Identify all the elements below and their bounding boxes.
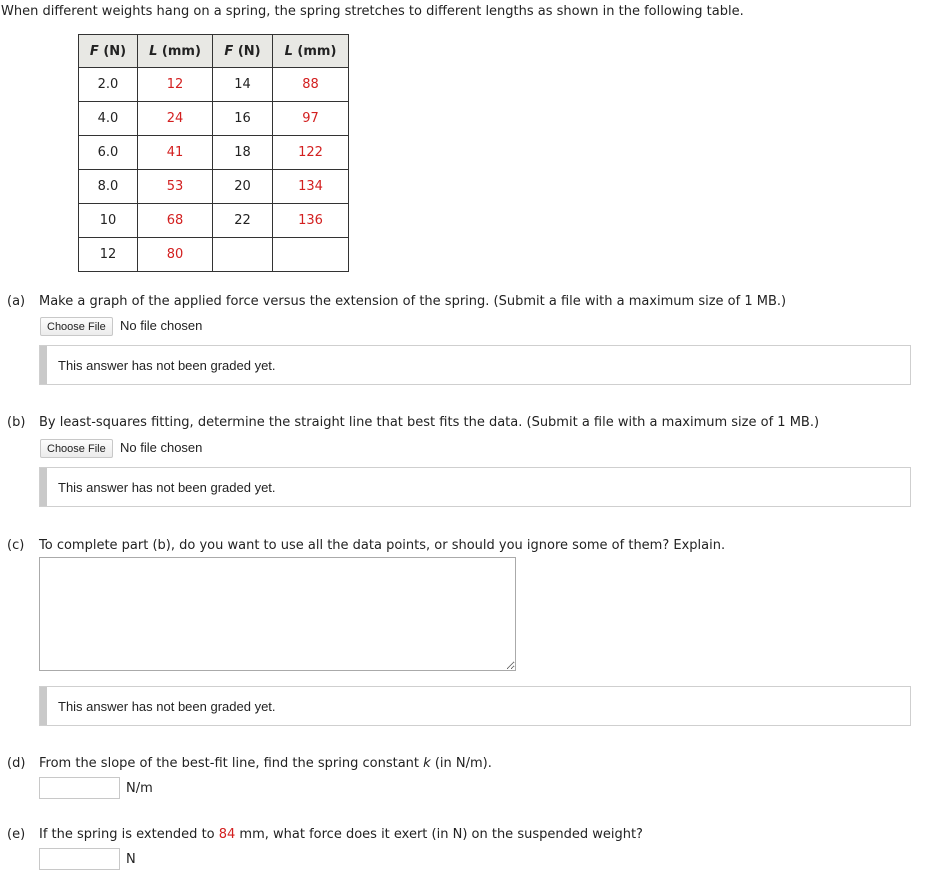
table-cell: 22: [213, 204, 273, 238]
answer-textarea-c[interactable]: [39, 557, 516, 671]
table-row: [79, 102, 349, 136]
table-row: [79, 204, 349, 238]
table-cell: [213, 238, 273, 272]
table-cell: 8.0: [79, 170, 138, 204]
table-cell: 80: [138, 238, 213, 272]
graded-text: This answer has not been graded yet.: [58, 480, 276, 495]
notice-accent-bar: [40, 468, 47, 506]
extension-value: 84: [218, 827, 236, 842]
table-cell: 97: [273, 102, 349, 136]
question-text-before: If the spring is extended to: [39, 827, 219, 842]
spring-constant-input[interactable]: [39, 777, 120, 799]
question-label: (a): [7, 294, 26, 309]
header-length-2: L (mm): [273, 35, 349, 68]
unit-label-e: N: [126, 852, 136, 867]
file-status-a: No file chosen: [120, 318, 203, 333]
table-cell: 88: [273, 68, 349, 102]
table-row: [79, 238, 349, 272]
question-e: [7, 827, 643, 842]
table-cell: 6.0: [79, 136, 138, 170]
table-cell: 2.0: [79, 68, 138, 102]
question-text: Make a graph of the applied force versus the extension of the spring. (Submit a file with a maximum size of 1 MB.): [39, 294, 787, 309]
notice-accent-bar: [40, 687, 47, 725]
question-text: To complete part (b), do you want to use all the data points, or should you ignore some of them? Explain.: [39, 538, 726, 553]
unit-label-d: N/m: [126, 781, 153, 796]
table-cell: 24: [138, 102, 213, 136]
question-text-after: (in N/m).: [430, 756, 492, 771]
table-cell: 16: [213, 102, 273, 136]
table-cell: 68: [138, 204, 213, 238]
graded-notice-c: [39, 686, 911, 726]
graded-notice-a: [39, 345, 911, 385]
graded-notice-b: [39, 467, 911, 507]
graded-text: This answer has not been graded yet.: [58, 699, 276, 714]
table-cell: [273, 238, 349, 272]
table-cell: 41: [138, 136, 213, 170]
table-cell: 14: [213, 68, 273, 102]
question-text-before: From the slope of the best-fit line, find the spring constant: [39, 756, 424, 771]
question-label: (e): [7, 827, 26, 842]
force-input[interactable]: [39, 848, 120, 870]
choose-file-button-a[interactable]: Choose File: [40, 317, 113, 336]
table-row: [79, 68, 349, 102]
table-cell: 122: [273, 136, 349, 170]
table-cell: 12: [79, 238, 138, 272]
file-status-b: No file chosen: [120, 440, 203, 455]
question-label: (b): [7, 415, 26, 430]
intro-text: When different weights hang on a spring, the spring stretches to different lengths as shown in the following table.: [1, 4, 744, 19]
spring-data-table: [78, 34, 349, 272]
choose-file-button-b[interactable]: Choose File: [40, 439, 113, 458]
question-text: By least-squares fitting, determine the straight line that best fits the data. (Submit a file with a maximum size of 1 MB.): [39, 415, 820, 430]
table-cell: 53: [138, 170, 213, 204]
table-row: [79, 170, 349, 204]
table-row: [79, 136, 349, 170]
table-cell: 134: [273, 170, 349, 204]
header-length-1: L (mm): [138, 35, 213, 68]
graded-text: This answer has not been graded yet.: [58, 358, 276, 373]
question-text-after: mm, what force does it exert (in N) on the suspended weight?: [235, 827, 643, 842]
table-cell: 4.0: [79, 102, 138, 136]
variable-k: k: [423, 756, 431, 771]
table-header-row: [79, 35, 349, 68]
header-force-1: F (N): [79, 35, 138, 68]
table-cell: 18: [213, 136, 273, 170]
table-cell: 12: [138, 68, 213, 102]
header-force-2: F (N): [213, 35, 273, 68]
notice-accent-bar: [40, 346, 47, 384]
table-cell: 10: [79, 204, 138, 238]
question-d: [7, 756, 492, 771]
table-cell: 136: [273, 204, 349, 238]
question-label: (d): [7, 756, 26, 771]
question-label: (c): [7, 538, 25, 553]
question-a: [7, 294, 786, 309]
question-b: [7, 415, 819, 430]
table-cell: 20: [213, 170, 273, 204]
question-c: [7, 538, 725, 553]
